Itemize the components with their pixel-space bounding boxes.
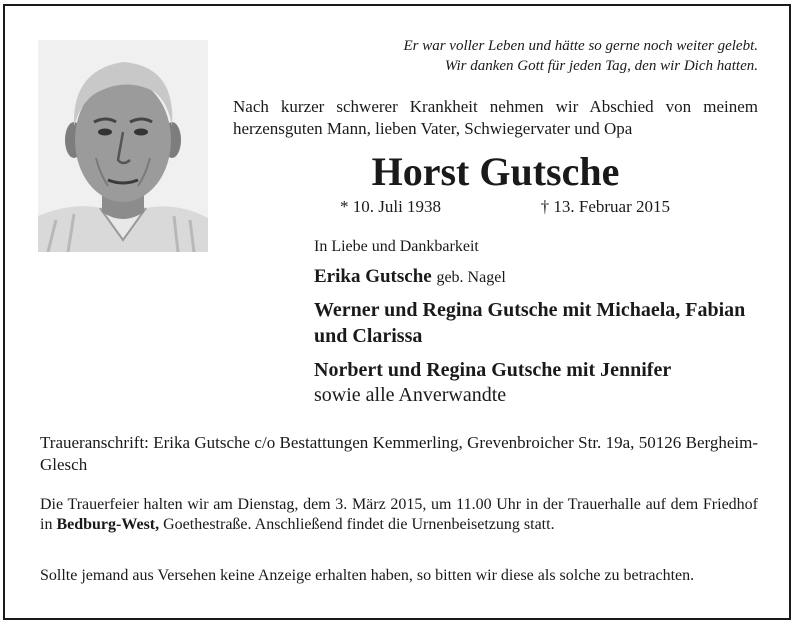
mourner-family-1: Werner und Regina Gutsche mit Michaela, Fabian und Clarissa [314,299,746,347]
ceremony-part-2: Goethestraße. Anschließend findet die Urnenbeisetzung statt. [159,516,555,533]
closing-note: Sollte jemand aus Versehen keine Anzeige erhalten haben, so bitten wir diese als solche zu betrachten. [40,567,695,584]
death-date: † 13. Februar 2015 [540,197,670,216]
mourning-address: Traueranschrift: Erika Gutsche c/o Bestattungen Kemmerling, Grevenbroicher Str. 19a, 50126 Bergheim-Glesch [40,433,758,474]
birth-date: * 10. Juli 1938 [340,197,442,216]
mourner-wife [314,264,774,291]
wife-name: Erika Gutsche [314,266,432,287]
ceremony-text [40,495,758,535]
memorial-quote [258,36,758,76]
ceremony-location: Bedburg-West, [56,516,160,533]
mourner-relatives: sowie alle Anverwandte [314,384,507,406]
intro-text: Nach kurzer schwerer Krankheit nehmen wir Abschied von meinem herzensguten Mann, lieben Vater, Schwiegervater und Opa [233,97,758,138]
mourners-heading: In Liebe und Dankbarkeit [314,238,479,255]
ceremony-part-1: Die Trauerfeier halten wir am Dienstag, dem 3. März 2015, um 11.00 Uhr in der Trauerhalle auf dem Friedhof in [40,496,758,533]
mourners-block [314,236,774,407]
life-dates [340,196,670,218]
quote-line-2: Wir danken Gott für jeden Tag, den wir Dich hatten. [444,58,758,74]
portrait-photo [38,40,208,252]
mourner-family-2: Norbert und Regina Gutsche mit Jennifer [314,359,672,381]
wife-maiden-name: geb. Nagel [436,269,506,286]
deceased-name: Horst Gutsche [371,149,620,194]
quote-line-1: Er war voller Leben und hätte so gerne noch weiter gelebt. [403,38,758,54]
